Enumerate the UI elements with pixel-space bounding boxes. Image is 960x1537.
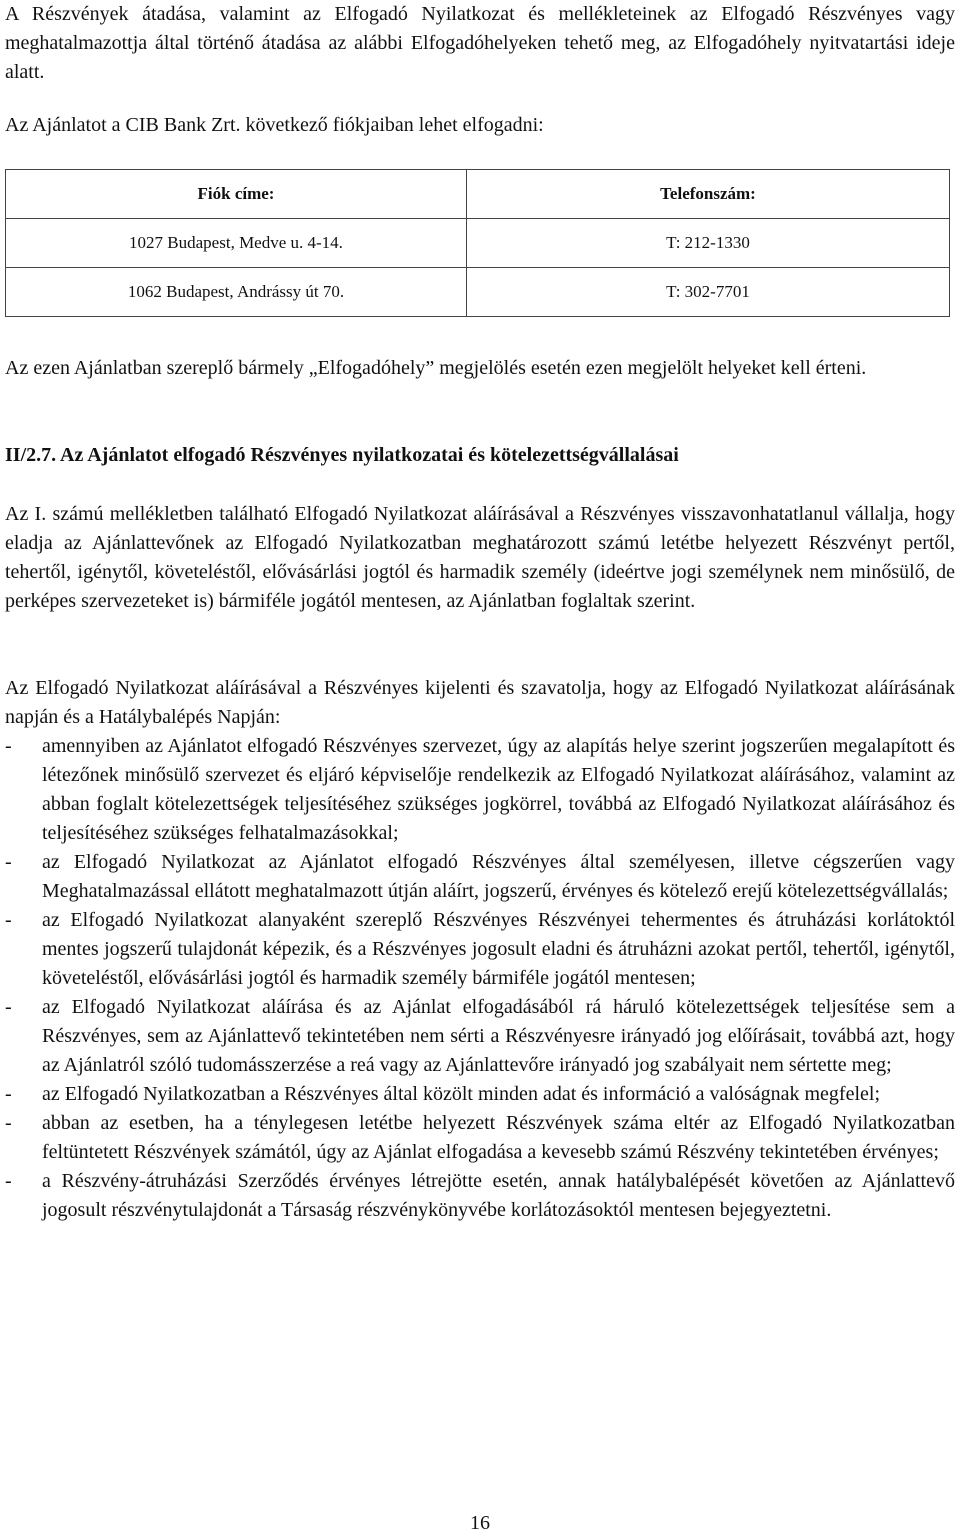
list-item: - az Elfogadó Nyilatkozat alanyaként szereplő Részvényes Részvényei tehermentes és átruházási korlátoktól mentes jogszerű tulajdonát képezik, és a Részvényes jogosult eladni és átruházni azokat pertől, tehertől, igénytől, követeléstől, elővásárlási jogtól és harmadik személy bármiféle jogától mentesen; <box>5 909 955 989</box>
section-paragraph1-block <box>5 500 955 616</box>
list-item: - az Elfogadó Nyilatkozat az Ajánlatot elfogadó Részvényes által személyesen, illetve cégszerűen vagy Meghatalmazással ellátott meghatalmazott útján aláírt, jogszerű, érvényes és kötelező erejű kötelezettségvállalás; <box>5 851 955 902</box>
list-item: - abban az esetben, ha a ténylegesen letétbe helyezett Részvények száma eltér az Elfogadó Nyilatkozatban feltüntetett Részvények számától, úgy az Ajánlat elfogadása a kevesebb számú Részvény tekintetében érvényes; <box>5 1112 955 1163</box>
list-item: - amennyiben az Ajánlatot elfogadó Részvényes szervezet, úgy az alapítás helye szerint jogszerűen megalapított és létezőnek minősülő szervezet és eljáró képviselője rendelkezik az Elfogadó Nyilatkozat aláírásához, valamint az abban foglalt kötelezettségek teljesítéséhez szükséges jogkörrel, továbbá az Elfogadó Nyilatkozat aláírásához és teljesítéséhez szükséges felhatalmazásokkal; <box>5 735 955 844</box>
table-row <box>6 268 950 317</box>
table-cell-address: 1062 Budapest, Andrássy út 70. <box>6 268 467 317</box>
table-header-row <box>6 170 950 219</box>
table-row <box>6 219 950 268</box>
table-cell-phone: T: 212-1330 <box>467 219 950 268</box>
table-cell-address: 1027 Budapest, Medve u. 4-14. <box>6 219 467 268</box>
intro-paragraph-block <box>5 0 955 87</box>
page-number: 16 <box>470 1512 490 1534</box>
section-paragraph2-block <box>5 674 955 1225</box>
statement-list <box>5 732 955 1225</box>
branches-intro-block <box>5 111 955 140</box>
branches-intro: Az Ajánlatot a CIB Bank Zrt. következő fiókjaiban lehet elfogadni: <box>5 114 544 136</box>
section-title-block <box>5 441 955 470</box>
after-table-paragraph: Az ezen Ajánlatban szereplő bármely „Elfogadóhely” megjelölés esetén ezen megjelölt helyeket kell érteni. <box>5 357 867 379</box>
section-title: II/2.7. Az Ajánlatot elfogadó Részvényes nyilatkozatai és kötelezettségvállalásai <box>5 444 679 466</box>
list-item: - az Elfogadó Nyilatkozat aláírása és az Ajánlat elfogadásából rá háruló kötelezettségek teljesítése sem a Részvényes, sem az Ajánlattevő tekintetében nem sérti a Részvényesre irányadó jog előírásait, továbbá azt, hogy az Ajánlatról szóló tudomásszerzése a reá vagy az Ajánlattevőre irányadó jog szabályait nem sértette meg; <box>5 996 955 1076</box>
table-header-address: Fiók címe: <box>6 170 467 219</box>
intro-paragraph: A Részvények átadása, valamint az Elfogadó Nyilatkozat és mellékleteinek az Elfogadó Részvényes vagy meghatalmazottja által történő átadása az alábbi Elfogadóhelyeken tehető meg, az Elfogadóhely nyitvatartási ideje alatt. <box>5 3 955 83</box>
branches-table <box>5 169 950 317</box>
list-item: - az Elfogadó Nyilatkozatban a Részvényes által közölt minden adat és információ a valóságnak megfelel; <box>5 1083 881 1105</box>
list-item: - a Részvény-átruházási Szerződés érvényes létrejötte esetén, annak hatálybalépését követően az Ajánlattevő jogosult részvénytulajdonát a Társaság részvénykönyvébe korlátozásoktól mentesen bejegyeztetni. <box>5 1170 955 1221</box>
section-paragraph-2: Az Elfogadó Nyilatkozat aláírásával a Részvényes kijelenti és szavatolja, hogy az Elfogadó Nyilatkozat aláírásának napján és a Hatálybalépés Napján: <box>5 677 955 728</box>
after-table-block <box>5 354 955 383</box>
section-paragraph-1: Az I. számú mellékletben található Elfogadó Nyilatkozat aláírásával a Részvényes visszavonhatatlanul vállalja, hogy eladja az Ajánlattevőnek az Elfogadó Nyilatkozatban meghatározott számú letétbe helyezett Részvényt pertől, tehertől, igénytől, követeléstől, elővásárlási jogtól és harmadik személy (ideértve jogi személynek nem minősülő, de perképes szervezeteket is) bármiféle jogától mentesen, az Ajánlatban foglaltak szerint. <box>5 503 955 612</box>
table-header-phone: Telefonszám: <box>467 170 950 219</box>
table-cell-phone: T: 302-7701 <box>467 268 950 317</box>
